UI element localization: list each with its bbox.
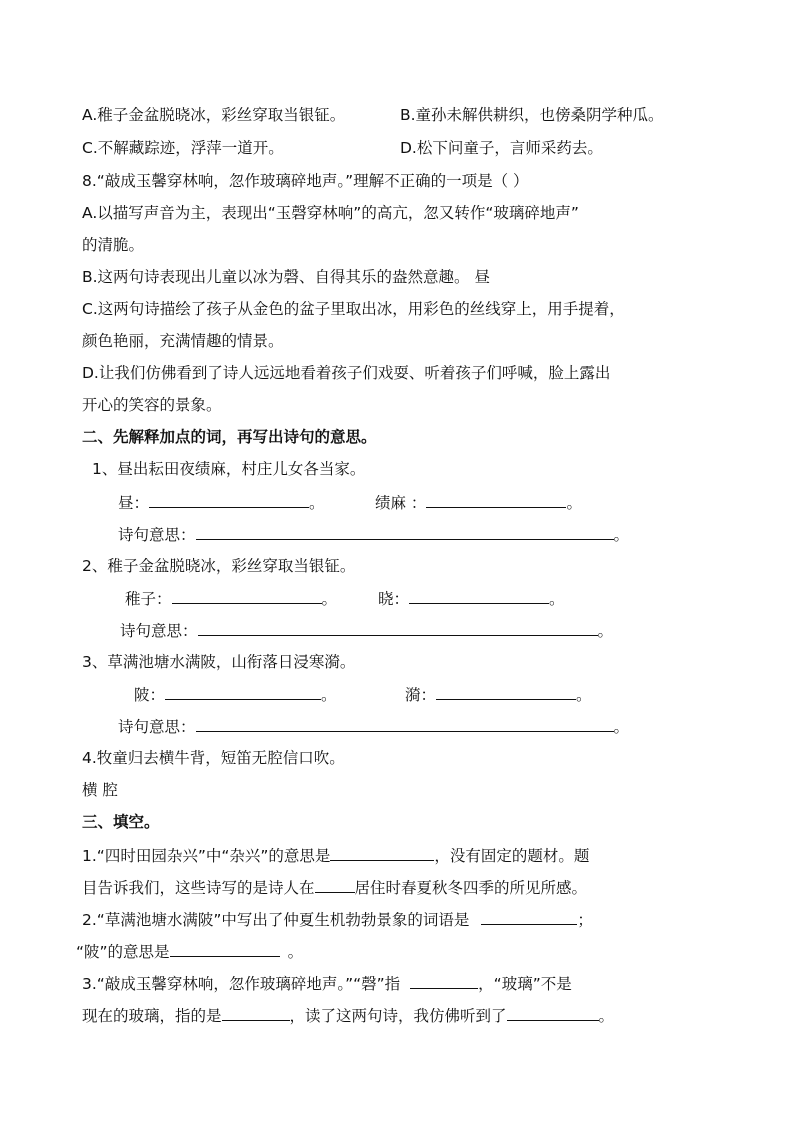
s2-item2-meaning-label: 诗句意思： (120, 622, 198, 640)
s2-item2-word1-label: 稚子： (125, 590, 172, 608)
s2-item2-words (125, 588, 337, 609)
period: 。 (566, 494, 582, 512)
s2-item3-poem: 3、草满池塘水满陂，山衔落日浸寒漪。 (82, 653, 356, 671)
s2-item2-word2-label: 晓： (378, 590, 410, 608)
s3-fill2-text-c: “陂”的意思是 (76, 943, 170, 961)
s2-item1-meaning-blank[interactable] (196, 524, 614, 540)
s3-fill1-text-c: 目告诉我们，这些诗写的是诗人在 (82, 879, 315, 897)
q7-option-a: A.稚子金盆脱晓冰，彩丝穿取当银钲。 (82, 106, 346, 124)
s2-item3-word2-blank[interactable] (436, 684, 576, 700)
q8-option-a-line2: 的清脆。 (82, 236, 145, 254)
s3-fill3-blank1[interactable] (410, 973, 478, 989)
q8-option-d-line1: D.让我们仿佛看到了诗人远远地看着孩子们戏耍、听着孩子们呼喊，脸上露出 (82, 364, 611, 382)
q8-option-a-line1: A.以描写声音为主，表现出“玉磬穿林响”的高亢，忽又转作“玻璃碎地声” (82, 204, 579, 222)
q8-stem: 8.“敲成玉馨穿林响，忽作玻璃碎地声。”理解不正确的一项是（ ） (82, 172, 529, 190)
s2-item3-meaning-label: 诗句意思： (118, 718, 196, 736)
s3-fill2-blank1[interactable] (481, 909, 577, 925)
s3-fill3-line2 (82, 1005, 614, 1026)
period: 。 (549, 590, 565, 608)
s3-fill2-text-d: 。 (287, 943, 304, 961)
s2-item1-word2-blank[interactable] (426, 492, 566, 508)
period: 。 (321, 590, 338, 608)
s3-fill2-text-a: 2.“草满池塘水满陂”中写出了仲夏生机勃勃景象的词语是 (82, 911, 470, 929)
s3-fill3-blank2[interactable] (222, 1005, 290, 1021)
period: 。 (597, 622, 614, 640)
s3-fill3-text-b: ，“玻璃”不是 (478, 975, 572, 993)
s3-fill3-text-c: 现在的玻璃，指的是 (82, 1007, 222, 1025)
s2-item1-word2-label: 绩麻 ： (375, 494, 427, 512)
s3-fill3-text-d: ，读了这两句诗，我仿佛听到了 (289, 1007, 507, 1025)
s2-item1-word2 (375, 492, 582, 513)
s2-item1-word1-label: 昼： (118, 494, 150, 512)
q7-option-b: B.童孙未解供耕织，也傍桑阴学种瓜。 (400, 106, 664, 124)
s2-item3-word2 (405, 684, 592, 705)
s3-fill3-text-a: 3.“敲成玉馨穿林响，忽作玻璃碎地声。”“磬”指 (82, 975, 401, 993)
s2-item3-word2-label: 漪： (405, 686, 437, 704)
q8-option-d-line2: 开心的笑容的景象。 (82, 396, 222, 414)
q8-option-c-line2: 颜色艳丽，充满情趣的情景。 (82, 332, 284, 350)
period: 。 (321, 686, 337, 704)
period: 。 (309, 494, 325, 512)
s2-item2-word1-blank[interactable] (172, 588, 322, 604)
q7-option-c: C.不解藏踪迹，浮萍一道开。 (82, 139, 284, 157)
s2-item2-word2 (378, 588, 565, 609)
s2-item2-meaning-blank[interactable] (198, 620, 598, 636)
s2-item4-poem: 4.牧童归去横牛背，短笛无腔信口吹。 (82, 749, 345, 767)
section3-title: 三、填空。 (82, 813, 160, 831)
s2-item3-word1-label: 陂： (134, 686, 166, 704)
s2-item3-meaning (118, 716, 629, 737)
s3-fill2-line1 (82, 909, 593, 930)
s2-item3-words (134, 684, 337, 705)
s3-fill2-blank2[interactable] (170, 941, 280, 957)
q8-option-c-line1: C.这两句诗描绘了孩子从金色的盆子里取出冰，用彩色的丝线穿上，用手提着， (82, 300, 625, 318)
s3-fill3-text-e: 。 (598, 1007, 615, 1025)
s2-item2-word2-blank[interactable] (409, 588, 549, 604)
s2-item1-meaning-label: 诗句意思： (118, 526, 196, 544)
period: 。 (576, 686, 592, 704)
s3-fill3-line1 (82, 973, 572, 994)
s3-fill2-text-b: ； (577, 911, 593, 929)
s3-fill1-blank2[interactable] (315, 877, 355, 893)
s3-fill1-text-a: 1.“四时田园杂兴”中“杂兴”的意思是 (82, 847, 331, 865)
s3-fill1-blank1[interactable] (330, 845, 434, 861)
q8-option-b: B.这两句诗表现出儿童以冰为磬、自得其乐的盎然意趣。 昼 (82, 268, 490, 286)
s2-item4-words: 横 腔 (82, 781, 118, 799)
section2-title: 二、先解释加点的词，再写出诗句的意思。 (82, 428, 377, 446)
s3-fill1-line1 (82, 845, 589, 866)
s2-item2-meaning (120, 620, 613, 641)
s2-item1-word1-blank[interactable] (149, 492, 309, 508)
s3-fill2-line2 (76, 941, 303, 962)
s3-fill1-text-d: 居住时春夏秋冬四季的所见所感。 (354, 879, 588, 897)
s2-item2-poem: 2、稚子金盆脱晓冰，彩丝穿取当银钲。 (82, 557, 356, 575)
s3-fill1-text-b: ，没有固定的题材。题 (434, 847, 590, 865)
s3-fill1-line2 (82, 877, 587, 898)
s2-item1-meaning (118, 524, 629, 545)
q7-option-d: D.松下问童子，言师采药去。 (400, 139, 603, 157)
s3-fill3-blank3[interactable] (507, 1005, 599, 1021)
s2-item1-poem: 1、昼出耘田夜绩麻，村庄儿女各当家。 (92, 460, 366, 478)
s2-item3-word1-blank[interactable] (165, 684, 321, 700)
period: 。 (613, 526, 630, 544)
s2-item3-meaning-blank[interactable] (196, 716, 614, 732)
period: 。 (613, 718, 630, 736)
s2-item1-words (118, 492, 325, 513)
